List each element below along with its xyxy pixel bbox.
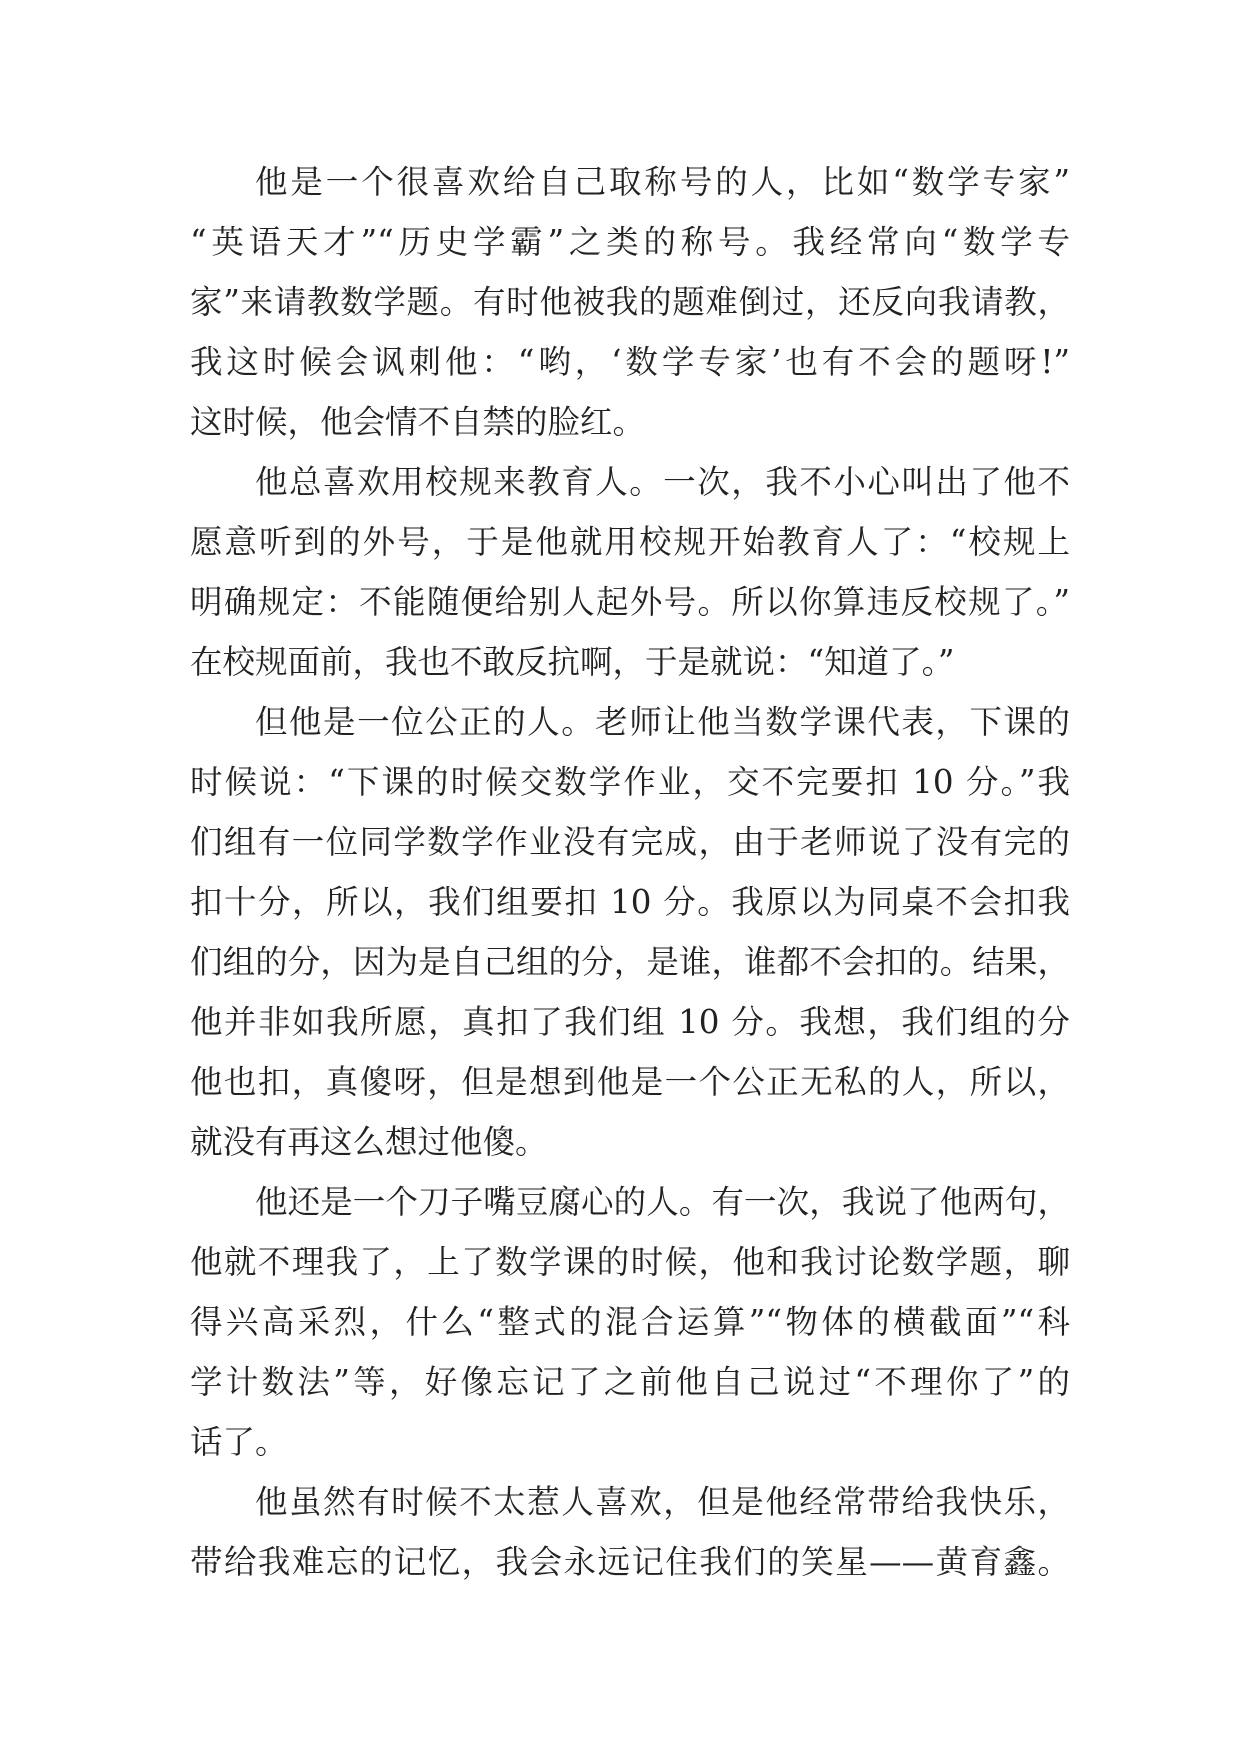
text-line: 学计数法”等，好像忘记了之前他自己说过“不理你了”的 xyxy=(190,1363,1070,1401)
paragraph-1 xyxy=(190,152,1070,452)
paragraph-3 xyxy=(190,692,1070,1172)
text-line: 们组有一位同学数学作业没有完成，由于老师说了没有完的 xyxy=(190,823,1070,861)
text-line: 话了。 xyxy=(190,1423,288,1461)
text-line: 他虽然有时候不太惹人喜欢，但是他经常带给我快乐， xyxy=(255,1483,1070,1521)
text-line: 他并非如我所愿，真扣了我们组 10 分。我想，我们组的分 xyxy=(190,1003,1070,1041)
text-line: 他就不理我了，上了数学课的时候，他和我讨论数学题，聊 xyxy=(190,1243,1070,1281)
paragraph-2 xyxy=(190,452,1070,692)
text-line: 在校规面前，我也不敢反抗啊，于是就说：“知道了。” xyxy=(190,643,955,681)
text-line: 时候说：“下课的时候交数学作业，交不完要扣 10 分。”我 xyxy=(190,763,1070,801)
paragraph-4 xyxy=(190,1172,1070,1472)
text-line: 带给我难忘的记忆，我会永远记住我们的笑星——黄育鑫。 xyxy=(190,1543,1070,1581)
paragraph-5 xyxy=(190,1472,1070,1592)
text-line: 得兴高采烈，什么“整式的混合运算”“物体的横截面”“科 xyxy=(190,1303,1070,1341)
text-line: 他总喜欢用校规来教育人。一次，我不小心叫出了他不 xyxy=(255,463,1070,501)
text-line: 家”来请教数学题。有时他被我的题难倒过，还反向我请教， xyxy=(190,283,1070,321)
text-line: 我这时候会讽刺他：“哟，‘数学专家’也有不会的题呀!” xyxy=(190,343,1070,381)
text-line: 他还是一个刀子嘴豆腐心的人。有一次，我说了他两句， xyxy=(255,1183,1070,1221)
text-line: 明确规定：不能随便给别人起外号。所以你算违反校规了。” xyxy=(190,583,1070,621)
text-line: “英语天才”“历史学霸”之类的称号。我经常向“数学专 xyxy=(190,223,1070,261)
text-line: 就没有再这么想过他傻。 xyxy=(190,1123,548,1161)
text-line: 愿意听到的外号，于是他就用校规开始教育人了：“校规上 xyxy=(190,523,1070,561)
text-line: 扣十分，所以，我们组要扣 10 分。我原以为同桌不会扣我 xyxy=(190,883,1070,921)
text-line: 但他是一位公正的人。老师让他当数学课代表，下课的 xyxy=(255,703,1070,741)
text-line: 他是一个很喜欢给自己取称号的人，比如“数学专家” xyxy=(255,163,1070,201)
essay-body xyxy=(190,152,1070,1592)
text-line: 这时候，他会情不自禁的脸红。 xyxy=(190,403,646,441)
text-line: 们组的分，因为是自己组的分，是谁，谁都不会扣的。结果， xyxy=(190,943,1070,981)
text-line: 他也扣，真傻呀，但是想到他是一个公正无私的人，所以， xyxy=(190,1063,1070,1101)
